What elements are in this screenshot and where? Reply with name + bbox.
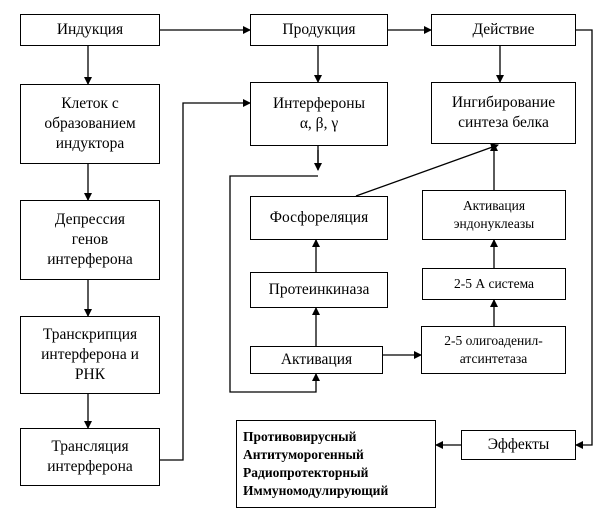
box-protein-inhibition: Ингибирование синтеза белка [431, 82, 576, 144]
arrow-action-to-effects [576, 30, 592, 445]
box-effects-list: Противовирусный Антитуморогенный Радиопротекторный Иммуномодулирующий [236, 420, 436, 508]
box-action: Действие [431, 14, 576, 46]
box-oligoadenylate-synthetase: 2-5 олигоаденил- атсинтетаза [421, 326, 566, 374]
box-transcription: Транскрипция интерферона и РНК [20, 316, 160, 394]
box-activation: Активация [250, 346, 383, 374]
box-interferons: Интерфероны α, β, γ [250, 82, 388, 146]
box-protein-kinase: Протеинкиназа [250, 272, 388, 308]
box-cells-inducer: Клеток с образованием индуктора [20, 84, 160, 164]
arrow-phosphorylation-to-inhibition [356, 145, 498, 196]
box-translation: Трансляция интерферона [20, 428, 160, 486]
arrow-translation-to-interferons [160, 103, 250, 460]
box-induction: Индукция [20, 14, 160, 46]
box-derepression: Депрессия генов интерферона [20, 200, 160, 280]
box-endonuclease-activation: Активация эндонуклеазы [422, 190, 566, 240]
box-phosphorylation: Фосфореляция [250, 196, 388, 240]
box-production: Продукция [250, 14, 388, 46]
box-system-25a: 2-5 А система [422, 268, 566, 300]
box-effects: Эффекты [461, 430, 576, 460]
